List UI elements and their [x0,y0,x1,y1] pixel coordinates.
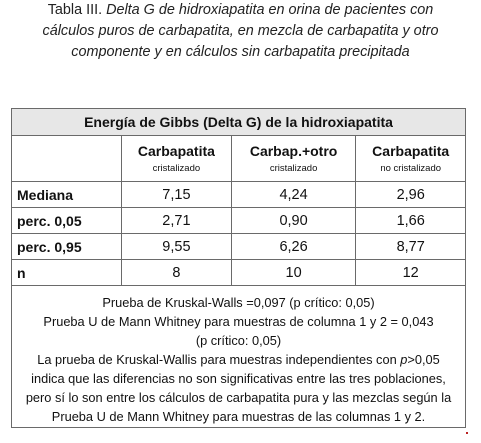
column-header-row [12,136,465,182]
table-title: Energía de Gibbs (Delta G) de la hidroxiapatita [12,109,465,136]
column-header-2 [231,136,356,182]
table-row-n [12,260,465,286]
note-mann-2: (p crítico: 0,05) [195,333,282,348]
row-label: perc. 0,95 [12,234,122,260]
corner-mark [466,432,468,434]
caption-line-3: componente y en cálculos sin carbapatita precipitada [71,44,410,60]
row-label: Mediana [12,182,122,208]
column-header-sub: cristalizado [152,162,201,174]
table-cell: 8 [122,260,232,286]
table-cell: 8,77 [356,234,465,260]
column-header-label: Carbap.+otro [249,142,338,159]
table-cell: 12 [356,260,465,286]
note-paragraph-3: pero sí lo son entre los cálculos de carbapatita pura y las mezclas según la [25,390,452,405]
column-header-3 [356,136,465,182]
table-row-perc-095 [12,234,465,260]
table-cell: 2,96 [356,182,465,208]
table-title-row [12,109,465,136]
column-header-sub: no cristalizado [380,162,442,174]
caption-title-italic: Delta G de hidroxiapatita en orina de pacientes con [106,2,434,18]
note-text: >0,05 [407,352,440,367]
table-cell: 1,66 [356,208,465,234]
row-label: perc. 0,05 [12,208,122,234]
gibbs-table [12,109,465,286]
header-empty-cell [12,136,122,182]
table-frame [11,108,466,428]
table-cell: 2,71 [122,208,232,234]
table-cell: 10 [231,260,356,286]
table-row-mediana [12,182,465,208]
note-text: La prueba de Kruskal-Wallis para muestras independientes con [37,352,401,367]
note-p-symbol: p [400,352,408,367]
caption-line-1 [0,0,481,21]
table-cell: 6,26 [231,234,356,260]
column-header-sub: cristalizado [269,162,318,174]
note-paragraph-4: Prueba U de Mann Whitney para muestras de las columnas 1 y 2. [51,409,426,424]
table-notes [12,287,465,426]
row-label: n [12,260,122,286]
note-paragraph-2: indica que las diferencias no son significativas entre las tres poblaciones, [31,371,446,386]
table-cell: 9,55 [122,234,232,260]
note-kruskal: Prueba de Kruskal-Walls =0,097 (p crítico: 0,05) [102,295,375,310]
column-header-label: Carbapatita [372,142,450,159]
column-header-label: Carbapatita [137,142,215,159]
note-mann-1: Prueba U de Mann Whitney para muestras de columna 1 y 2 = 0,043 [43,314,434,329]
table-row-perc-005 [12,208,465,234]
note-paragraph-1 [12,350,465,369]
table-caption [0,0,481,63]
column-header-1 [122,136,232,182]
caption-line-2: cálculos puros de carbapatita, en mezcla de carbapatita y otro [42,23,439,39]
table-cell: 7,15 [122,182,232,208]
table-cell: 0,90 [231,208,356,234]
caption-lead: Tabla III. [47,2,103,18]
table-cell: 4,24 [231,182,356,208]
